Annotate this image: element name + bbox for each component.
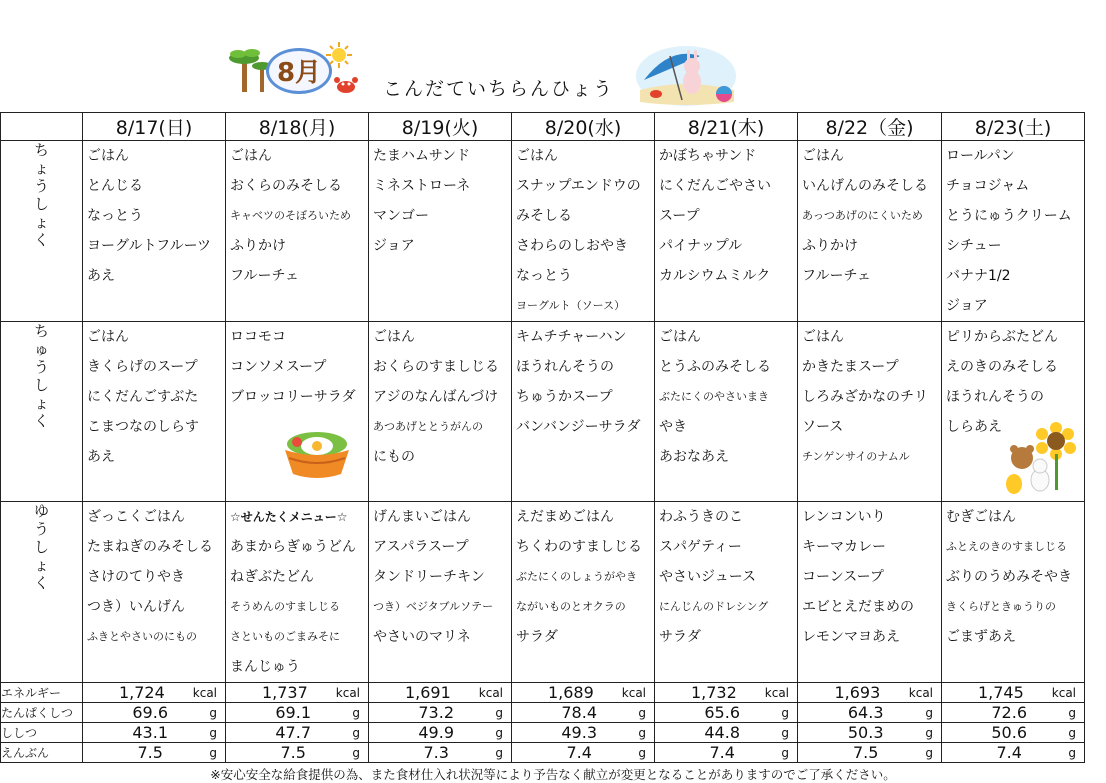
menu-cell: [798, 141, 942, 322]
menu-item: ふきとやさいのにもの: [87, 630, 197, 643]
menu-item: ごはん: [516, 148, 558, 164]
nutrition-value: 1,689: [547, 683, 594, 702]
date-header: 8/23(土): [942, 113, 1085, 141]
meal-label: ゆうしょく: [1, 502, 83, 683]
menu-item: スナップエンドウの: [516, 178, 641, 194]
month-badge: 8月: [266, 48, 332, 94]
nutrition-unit: g: [1068, 705, 1076, 720]
crab-icon: [333, 74, 359, 96]
nutrition-unit: g: [925, 705, 933, 720]
menu-item: とうにゅうクリーム: [946, 208, 1072, 224]
menu-cell: [226, 322, 369, 502]
menu-item: しらあえ: [946, 419, 1002, 435]
menu-item: パイナップル: [659, 238, 743, 254]
menu-item: アスパラスープ: [373, 539, 469, 555]
footnote: ※安心安全な給食提供の為、また食材仕入れ状況等により予告なく献立が変更となることがありますのでご了承ください。: [210, 767, 896, 782]
menu-item: たまねぎのみそしる: [87, 539, 213, 555]
menu-item: ロールパン: [946, 148, 1015, 164]
menu-item: さといものごまみそに: [230, 630, 340, 643]
nutrition-value: 7.5: [852, 743, 879, 762]
nutrition-value: 43.1: [132, 723, 168, 742]
menu-item: わふうきのこ: [659, 509, 743, 525]
menu-item: にもの: [373, 449, 415, 465]
menu-item: とんじる: [87, 178, 143, 194]
meal-row-lunch: [1, 322, 1085, 502]
menu-item: ふとえのきのすましじる: [946, 540, 1067, 553]
nutrition-value: 49.9: [418, 723, 454, 742]
menu-item: やさいのマリネ: [373, 629, 471, 645]
nutrition-value-cell: [655, 703, 798, 723]
menu-item: なっとう: [516, 268, 572, 284]
nutrition-unit: kcal: [1051, 685, 1076, 700]
menu-item: チンゲンサイのナムル: [802, 450, 910, 463]
menu-item: ピリからぶたどん: [946, 329, 1058, 345]
menu-item: ミネストローネ: [373, 178, 471, 194]
nutrition-value: 73.2: [418, 703, 454, 722]
nutrition-unit: g: [781, 745, 789, 760]
menu-item: ごはん: [230, 148, 272, 164]
menu-item: いんげんのみそしる: [802, 178, 928, 194]
menu-table: [0, 112, 1085, 763]
menu-item: ふりかけ: [802, 238, 858, 254]
nutrition-unit: kcal: [192, 685, 217, 700]
menu-item: ながいものとオクラの: [516, 600, 626, 613]
nutrition-unit: kcal: [478, 685, 503, 700]
date-header: 8/19(火): [369, 113, 512, 141]
nutrition-unit: g: [638, 705, 646, 720]
menu-item: マンゴー: [373, 208, 429, 224]
menu-item: ごまずあえ: [946, 629, 1016, 645]
menu-item: ちゅうかスープ: [516, 389, 613, 405]
nutrition-unit: g: [352, 705, 360, 720]
nutrition-value-cell: [798, 743, 942, 763]
menu-item: スープ: [659, 208, 700, 224]
nutrition-value: 7.4: [709, 743, 735, 762]
corner-cell: [1, 113, 83, 141]
nutrition-value: 69.1: [275, 703, 311, 722]
menu-item: きくらげのスープ: [87, 359, 198, 375]
beach-illustration-icon: [630, 38, 738, 108]
nutrition-unit: g: [495, 705, 503, 720]
menu-item: コーンスープ: [802, 569, 884, 585]
menu-cell: [369, 322, 512, 502]
nutrition-unit: g: [781, 705, 789, 720]
date-header: 8/20(水): [512, 113, 655, 141]
menu-item: むぎごはん: [946, 509, 1016, 525]
menu-item: スパゲティー: [659, 539, 742, 555]
nutrition-row: [1, 743, 1085, 763]
menu-item: そうめんのすましじる: [230, 600, 340, 613]
nutrition-value: 65.6: [704, 703, 740, 722]
menu-item: ぶりのうめみそやき: [946, 569, 1072, 585]
menu-item: エビとえだまめの: [802, 599, 914, 615]
menu-item: やき: [659, 419, 687, 435]
menu-item: タンドリーチキン: [373, 569, 485, 585]
menu-cell: [83, 502, 226, 683]
nutrition-value: 50.6: [991, 723, 1027, 742]
nutrition-value: 78.4: [561, 703, 597, 722]
nutrition-value: 64.3: [847, 703, 884, 722]
nutrition-value-cell: [369, 723, 512, 743]
menu-item: ごはん: [373, 329, 415, 345]
menu-item: ざっこくごはん: [87, 509, 185, 525]
menu-item: ☆せんたくメニュー☆: [230, 510, 348, 524]
nutrition-value-cell: [942, 743, 1085, 763]
menu-item: げんまいごはん: [373, 509, 471, 525]
sun-icon: [326, 42, 352, 68]
nutrition-value: 47.7: [275, 723, 311, 742]
nutrition-value: 44.8: [704, 723, 740, 742]
nutrition-unit: kcal: [908, 685, 933, 700]
menu-item: ぶたにくのしょうがやき: [516, 570, 637, 583]
menu-cell: [512, 502, 655, 683]
menu-cell: [226, 141, 369, 322]
nutrition-unit: g: [495, 745, 503, 760]
menu-item: にんじんのドレシング: [659, 600, 769, 613]
menu-item: ロコモコ: [230, 329, 286, 345]
menu-item: にくだんごすぶた: [87, 389, 199, 405]
nutrition-value-cell: [655, 723, 798, 743]
nutrition-unit: g: [925, 725, 933, 740]
menu-item: さけのてりやき: [87, 569, 185, 585]
nutrition-unit: g: [209, 705, 217, 720]
meal-row-dinner: [1, 502, 1085, 683]
nutrition-label: えんぶん: [1, 743, 83, 763]
menu-item: ジョア: [946, 298, 988, 314]
sunflower-animals-icon: [1002, 418, 1078, 498]
menu-item: しろみざかなのチリ: [802, 389, 928, 405]
nutrition-unit: g: [638, 745, 646, 760]
menu-item: まんじゅう: [230, 659, 300, 675]
menu-cell: [655, 322, 798, 502]
nutrition-value: 1,691: [404, 683, 451, 702]
nutrition-value-cell: [226, 743, 369, 763]
menu-item: ブロッコリーサラダ: [230, 389, 356, 405]
menu-cell: [798, 322, 942, 502]
menu-item: キャベツのそぼろいため: [230, 209, 351, 222]
menu-item: シチュー: [946, 238, 1002, 254]
menu-item: あっつあげのにくいため: [802, 209, 923, 222]
nutrition-value-cell: [798, 703, 942, 723]
menu-item: ほうれんそうの: [946, 389, 1044, 405]
nutrition-unit: kcal: [621, 685, 646, 700]
nutrition-unit: g: [495, 725, 503, 740]
menu-cell: [369, 141, 512, 322]
nutrition-label: ししつ: [1, 723, 83, 743]
nutrition-unit: g: [1068, 745, 1076, 760]
menu-item: きくらげときゅうりの: [946, 600, 1056, 613]
menu-item: なっとう: [87, 208, 143, 224]
menu-cell: [942, 141, 1085, 322]
nutrition-unit: g: [1068, 725, 1076, 740]
meal-row-breakfast: [1, 141, 1085, 322]
menu-item: ねぎぶたどん: [230, 569, 314, 585]
menu-item: つき）いんげん: [87, 599, 185, 615]
nutrition-value-cell: [798, 683, 942, 703]
nutrition-value-cell: [83, 723, 226, 743]
menu-cell: [942, 322, 1085, 502]
menu-cell: [369, 502, 512, 683]
nutrition-unit: g: [352, 745, 360, 760]
menu-item: チョコジャム: [946, 178, 1030, 194]
nutrition-value: 7.5: [137, 743, 163, 762]
menu-cell: [942, 502, 1085, 683]
nutrition-value: 1,745: [977, 683, 1024, 702]
rice-bowl-icon: [281, 424, 353, 484]
nutrition-value-cell: [655, 743, 798, 763]
nutrition-value: 7.3: [423, 743, 449, 762]
nutrition-value: 7.4: [566, 743, 592, 762]
nutrition-value-cell: [369, 743, 512, 763]
menu-item: バンバンジーサラダ: [516, 419, 641, 435]
menu-item: ヨーグルトフルーツ: [87, 238, 212, 254]
nutrition-unit: g: [781, 725, 789, 740]
menu-item: ぶたにくのやさいまき: [659, 390, 769, 403]
menu-item: レンコンいり: [802, 509, 886, 525]
nutrition-value: 72.6: [991, 703, 1027, 722]
menu-item: コンソメスープ: [230, 359, 327, 375]
nutrition-value: 1,724: [118, 683, 165, 702]
nutrition-value-cell: [226, 723, 369, 743]
date-header: 8/22（金): [798, 113, 942, 141]
menu-cell: [226, 502, 369, 683]
menu-item: かきたまスープ: [802, 359, 899, 375]
nutrition-value-cell: [512, 723, 655, 743]
menu-item: とうふのみそしる: [659, 359, 771, 375]
menu-cell: [798, 502, 942, 683]
menu-item: ごはん: [659, 329, 701, 345]
menu-item: あつあげととうがんの: [373, 420, 483, 433]
nutrition-unit: g: [209, 725, 217, 740]
nutrition-value-cell: [655, 683, 798, 703]
nutrition-value-cell: [942, 683, 1085, 703]
menu-item: あえ: [87, 268, 115, 284]
menu-item: やさいジュース: [659, 569, 757, 585]
menu-cell: [83, 141, 226, 322]
nutrition-value-cell: [942, 703, 1085, 723]
menu-item: サラダ: [659, 629, 701, 645]
menu-item: にくだんごやさい: [659, 178, 771, 194]
menu-item: さわらのしおやき: [516, 238, 628, 254]
menu-item: フルーチェ: [230, 268, 300, 284]
nutrition-row: [1, 683, 1085, 703]
menu-cell: [655, 502, 798, 683]
nutrition-value: 7.5: [280, 743, 306, 762]
nutrition-value: 7.4: [996, 743, 1022, 762]
menu-item: アジのなんばんづけ: [373, 389, 499, 405]
nutrition-value-cell: [226, 703, 369, 723]
date-header: 8/21(木): [655, 113, 798, 141]
menu-item: あおなあえ: [659, 449, 729, 465]
nutrition-unit: g: [209, 745, 217, 760]
nutrition-value-cell: [512, 683, 655, 703]
date-header: 8/18(月): [226, 113, 369, 141]
menu-item: バナナ1/2: [946, 268, 1011, 284]
menu-item: ほうれんそうの: [516, 359, 614, 375]
menu-item: キーマカレー: [802, 539, 886, 555]
nutrition-value-cell: [512, 703, 655, 723]
header: [0, 0, 1106, 112]
menu-item: つき）ベジタブルソテー: [373, 600, 494, 613]
nutrition-unit: g: [352, 725, 360, 740]
nutrition-unit: kcal: [335, 685, 360, 700]
menu-item: おくらのすましじる: [373, 359, 499, 375]
menu-item: ソース: [802, 419, 844, 435]
meal-label: ちょうしょく: [1, 141, 83, 322]
nutrition-value: 1,732: [690, 683, 737, 702]
menu-item: かぼちゃサンド: [659, 148, 757, 164]
menu-item: たまハムサンド: [373, 148, 471, 164]
menu-cell: [512, 322, 655, 502]
menu-item: レモンマヨあえ: [802, 629, 900, 645]
nutrition-unit: kcal: [764, 685, 789, 700]
menu-item: ごはん: [87, 329, 129, 345]
nutrition-value-cell: [798, 723, 942, 743]
menu-item: えのきのみそしる: [946, 359, 1058, 375]
nutrition-label: たんぱくしつ: [1, 703, 83, 723]
menu-cell: [83, 322, 226, 502]
menu-item: カルシウムミルク: [659, 268, 771, 284]
nutrition-value-cell: [942, 723, 1085, 743]
menu-item: サラダ: [516, 629, 558, 645]
nutrition-label: エネルギー: [1, 683, 83, 703]
nutrition-value-cell: [512, 743, 655, 763]
menu-item: みそしる: [516, 208, 572, 224]
nutrition-value: 1,693: [834, 683, 881, 702]
nutrition-row: [1, 723, 1085, 743]
nutrition-unit: g: [638, 725, 646, 740]
nutrition-value-cell: [226, 683, 369, 703]
menu-item: おくらのみそしる: [230, 178, 342, 194]
menu-item: ふりかけ: [230, 238, 286, 254]
menu-item: あえ: [87, 449, 115, 465]
nutrition-value: 69.6: [132, 703, 168, 722]
nutrition-row: [1, 703, 1085, 723]
menu-cell: [655, 141, 798, 322]
menu-item: ごはん: [87, 148, 129, 164]
menu-item: あまからぎゅうどん: [230, 539, 356, 555]
nutrition-value: 49.3: [561, 723, 597, 742]
nutrition-value: 50.3: [847, 723, 884, 742]
menu-item: ちくわのすましじる: [516, 539, 642, 555]
menu-item: ごはん: [802, 329, 844, 345]
menu-item: キムチチャーハン: [516, 329, 627, 345]
menu-item: フルーチェ: [802, 268, 872, 284]
menu-item: えだまめごはん: [516, 509, 614, 525]
nutrition-value-cell: [83, 683, 226, 703]
nutrition-value-cell: [83, 743, 226, 763]
nutrition-value-cell: [369, 703, 512, 723]
date-header: 8/17(日): [83, 113, 226, 141]
menu-cell: [512, 141, 655, 322]
page-title: こんだていちらんひょう: [383, 78, 615, 100]
meal-label: ちゅうしょく: [1, 322, 83, 502]
nutrition-value: 1,737: [261, 683, 308, 702]
nutrition-value-cell: [83, 703, 226, 723]
menu-item: ヨーグルト（ソース）: [516, 299, 626, 312]
menu-item: ごはん: [802, 148, 844, 164]
nutrition-unit: g: [925, 745, 933, 760]
nutrition-value-cell: [369, 683, 512, 703]
menu-item: こまつなのしらす: [87, 419, 199, 435]
menu-item: ジョア: [373, 238, 415, 254]
